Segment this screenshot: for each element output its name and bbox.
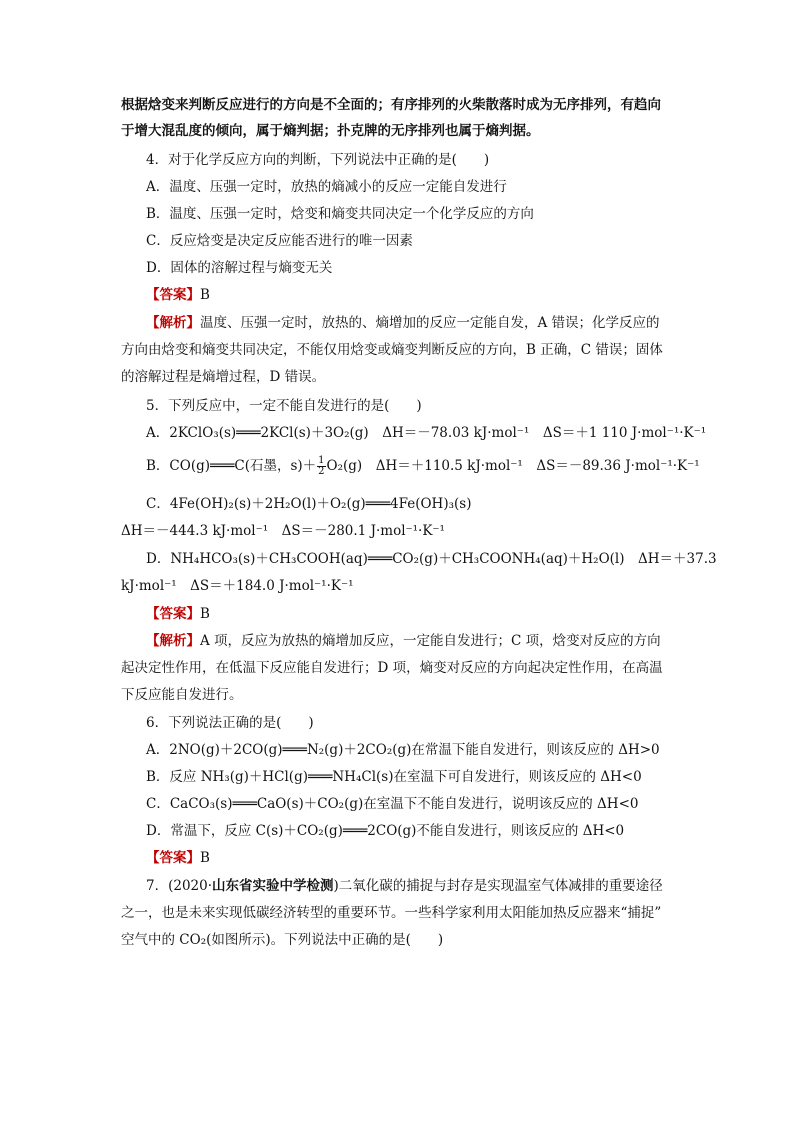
q7-line-1-post: )二氧化碳的捕捉与封存是实现温室气体减排的重要途径 (333, 878, 663, 894)
q6-option-d: D．常温下，反应 C(s)＋CO₂(g)═══2CO(g)不能自发进行，则该反应的 ΔH<0 (146, 823, 625, 839)
q7-line-2: 之一，也是未来实现低碳经济转型的重要环节。一些科学家利用太阳能加热反应器来“捕捉” (121, 905, 662, 921)
q4-analysis-line-1 (146, 313, 660, 333)
q5-option-b-pre: B．CO(g)═══C(石墨，s)＋ (146, 458, 317, 474)
q4-option-d: D．固体的溶解过程与熵变无关 (146, 260, 333, 276)
fraction-numerator: 1 (318, 455, 325, 466)
analysis-tag: 【解析】 (146, 315, 200, 331)
q5-answer (146, 604, 210, 624)
answer-tag: 【答案】 (146, 606, 200, 622)
q6-option-a: A．2NO(g)＋2CO(g)═══N₂(g)＋2CO₂(g)在常温下能自发进行，则该反应的 ΔH>0 (146, 742, 660, 758)
q5-option-d-line-1: D．NH₄HCO₃(s)＋CH₃COOH(aq)═══CO₂(g)＋CH₃COONH₄(aq)＋H₂O(l) ΔH＝＋37.3 (146, 551, 717, 567)
answer-tag: 【答案】 (146, 850, 200, 866)
intro-line-1: 根据焓变来判断反应进行的方向是不全面的；有序排列的火柴散落时成为无序排列，有趋向 (121, 97, 661, 113)
q6-option-b: B．反应 NH₃(g)＋HCl(g)═══NH₄Cl(s)在室温下可自发进行，则该反应的 ΔH<0 (146, 769, 642, 785)
q5-analysis-line-3: 下反应能自发进行。 (121, 687, 243, 703)
q4-analysis-line-3: 的溶解过程是熵增过程，D 错误。 (121, 369, 326, 385)
q6-answer (146, 848, 210, 868)
q5-analysis-line-1 (146, 631, 661, 651)
q5-option-b (146, 456, 700, 477)
q6-stem: 6．下列说法正确的是( ) (146, 715, 314, 731)
q4-analysis-line-2: 方向由焓变和熵变共同决定，不能仅用焓变或熵变判断反应的方向，B 正确，C 错误；固体 (121, 342, 663, 358)
q4-option-a: A．温度、压强一定时，放热的熵减小的反应一定能自发进行 (146, 179, 507, 195)
q5-analysis-line-2: 起决定性作用，在低温下反应能自发进行；D 项，熵变对反应的方向起决定性作用，在高温 (121, 660, 663, 676)
q5-analysis-text-1: A 项，反应为放热的熵增加反应，一定能自发进行；C 项，焓变对反应的方向 (200, 633, 661, 649)
q7-line-1 (146, 876, 663, 896)
answer-tag: 【答案】 (146, 287, 200, 303)
q4-analysis-text-1: 温度、压强一定时，放热的、熵增加的反应一定能自发，A 错误；化学反应的 (200, 315, 660, 331)
q5-option-c-line-2: ΔH＝－444.3 kJ·mol⁻¹ ΔS＝－280.1 J·mol⁻¹·K⁻¹ (121, 523, 445, 539)
q6-option-c: C．CaCO₃(s)═══CaO(s)＋CO₂(g)在室温下不能自发进行，说明该反应的 ΔH<0 (146, 796, 639, 812)
q5-option-b-post: O₂(g) ΔH＝＋110.5 kJ·mol⁻¹ ΔS＝－89.36 J·mol⁻¹·K⁻¹ (326, 458, 700, 474)
q5-stem: 5．下列反应中，一定不能自发进行的是( ) (146, 398, 422, 414)
q5-option-c-line-1: C．4Fe(OH)₂(s)＋2H₂O(l)＋O₂(g)═══4Fe(OH)₃(s) (146, 496, 472, 512)
answer-value: B (200, 606, 210, 622)
q7-source: 山东省实验中学检测 (212, 878, 334, 894)
q5-option-d-line-2: kJ·mol⁻¹ ΔS＝＋184.0 J·mol⁻¹·K⁻¹ (121, 578, 354, 594)
answer-value: B (200, 850, 210, 866)
fraction-one-half (317, 456, 325, 477)
fraction-denominator: 2 (318, 466, 325, 477)
q4-option-c: C．反应焓变是决定反应能否进行的唯一因素 (146, 233, 413, 249)
answer-value: B (200, 287, 210, 303)
q4-stem: 4．对于化学反应方向的判断，下列说法中正确的是( ) (146, 152, 490, 168)
q7-line-1-pre: 7．(2020· (146, 878, 213, 894)
q4-option-b: B．温度、压强一定时，焓变和熵变共同决定一个化学反应的方向 (146, 206, 534, 222)
q7-line-3: 空气中的 CO₂(如图所示)。下列说法中正确的是( ) (121, 932, 444, 948)
q5-option-a: A．2KClO₃(s)═══2KCl(s)＋3O₂(g) ΔH＝－78.03 kJ·mol⁻¹ ΔS＝＋1 110 J·mol⁻¹·K⁻¹ (146, 425, 707, 441)
analysis-tag: 【解析】 (146, 633, 200, 649)
q4-answer (146, 285, 210, 305)
intro-line-2: 于增大混乱度的倾向，属于熵判据；扑克牌的无序排列也属于熵判据。 (121, 123, 540, 139)
